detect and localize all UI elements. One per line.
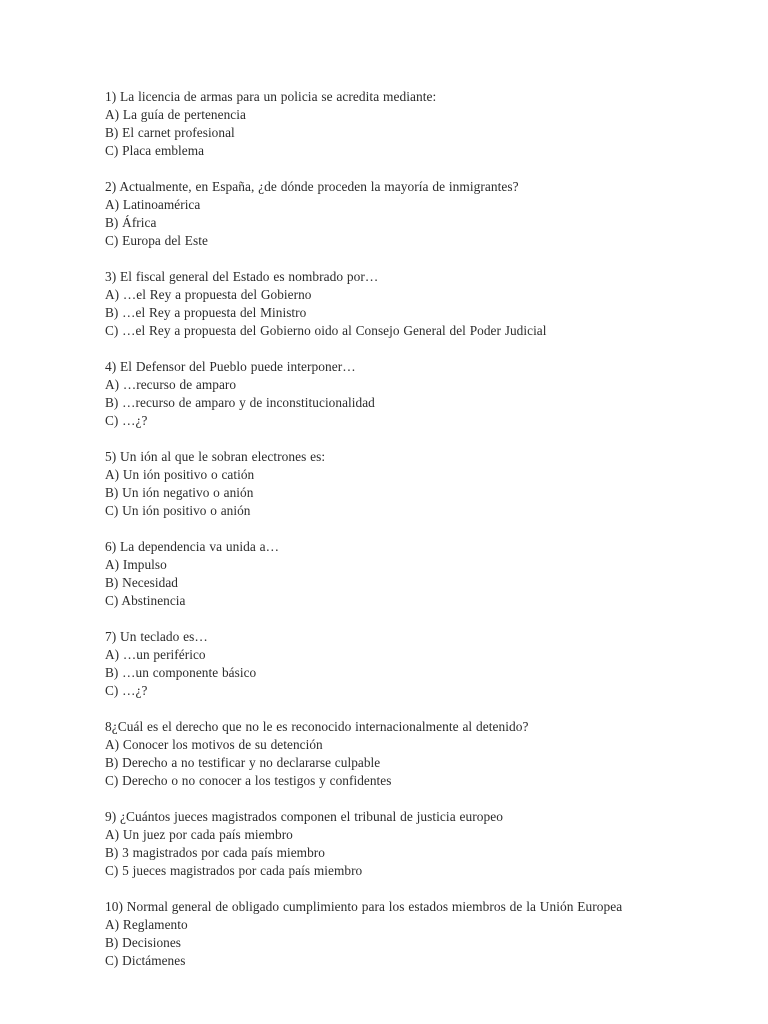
question-prompt: 10) Normal general de obligado cumplimiento para los estados miembros de la Unión Europea <box>105 899 623 914</box>
question-option: A) Latinoamérica <box>105 197 201 212</box>
question-option: C) …¿? <box>105 683 148 698</box>
question-prompt: 5) Un ión al que le sobran electrones es: <box>105 449 326 464</box>
question-option: A) Un juez por cada país miembro <box>105 827 293 842</box>
question-option: A) Reglamento <box>105 917 188 932</box>
question-option: B) …el Rey a propuesta del Ministro <box>105 305 307 320</box>
question-option: A) …recurso de amparo <box>105 377 237 392</box>
question-option: B) El carnet profesional <box>105 125 235 140</box>
question-option: B) …un componente básico <box>105 665 257 680</box>
question-option: C) Un ión positivo o anión <box>105 503 251 518</box>
question-option: B) Necesidad <box>105 575 178 590</box>
question-option: C) Dictámenes <box>105 953 186 968</box>
question-block <box>105 178 650 250</box>
question-prompt: 8¿Cuál es el derecho que no le es reconocido internacionalmente al detenido? <box>105 719 529 734</box>
question-option: C) …¿? <box>105 413 148 428</box>
question-option: A) …un periférico <box>105 647 206 662</box>
question-option: C) Placa emblema <box>105 143 205 158</box>
question-block <box>105 358 650 430</box>
question-option: B) …recurso de amparo y de inconstitucionalidad <box>105 395 375 410</box>
question-option: B) Decisiones <box>105 935 182 950</box>
question-option: C) Europa del Este <box>105 233 208 248</box>
question-prompt: 9) ¿Cuántos jueces magistrados componen el tribunal de justicia europeo <box>105 809 503 824</box>
question-prompt: 6) La dependencia va unida a… <box>105 539 280 554</box>
question-block <box>105 718 650 790</box>
question-option: A) La guía de pertenencia <box>105 107 246 122</box>
question-block <box>105 628 650 700</box>
question-block <box>105 448 650 520</box>
quiz-question-list <box>105 88 650 970</box>
question-block <box>105 88 650 160</box>
question-option: B) Derecho a no testificar y no declararse culpable <box>105 755 381 770</box>
question-block <box>105 268 650 340</box>
question-prompt: 1) La licencia de armas para un policia se acredita mediante: <box>105 89 437 104</box>
question-block <box>105 898 650 970</box>
question-option: C) Derecho o no conocer a los testigos y confidentes <box>105 773 392 788</box>
question-option: C) 5 jueces magistrados por cada país miembro <box>105 863 363 878</box>
question-prompt: 4) El Defensor del Pueblo puede interponer… <box>105 359 356 374</box>
question-block <box>105 808 650 880</box>
question-option: C) …el Rey a propuesta del Gobierno oido al Consejo General del Poder Judicial <box>105 323 547 338</box>
question-option: B) África <box>105 215 157 230</box>
question-option: C) Abstinencia <box>105 593 186 608</box>
question-prompt: 7) Un teclado es… <box>105 629 208 644</box>
question-block <box>105 538 650 610</box>
question-option: A) …el Rey a propuesta del Gobierno <box>105 287 312 302</box>
question-option: A) Conocer los motivos de su detención <box>105 737 323 752</box>
question-prompt: 2) Actualmente, en España, ¿de dónde proceden la mayoría de inmigrantes? <box>105 179 519 194</box>
question-prompt: 3) El fiscal general del Estado es nombrado por… <box>105 269 379 284</box>
question-option: B) 3 magistrados por cada país miembro <box>105 845 325 860</box>
question-option: A) Impulso <box>105 557 167 572</box>
question-option: A) Un ión positivo o catión <box>105 467 255 482</box>
question-option: B) Un ión negativo o anión <box>105 485 254 500</box>
